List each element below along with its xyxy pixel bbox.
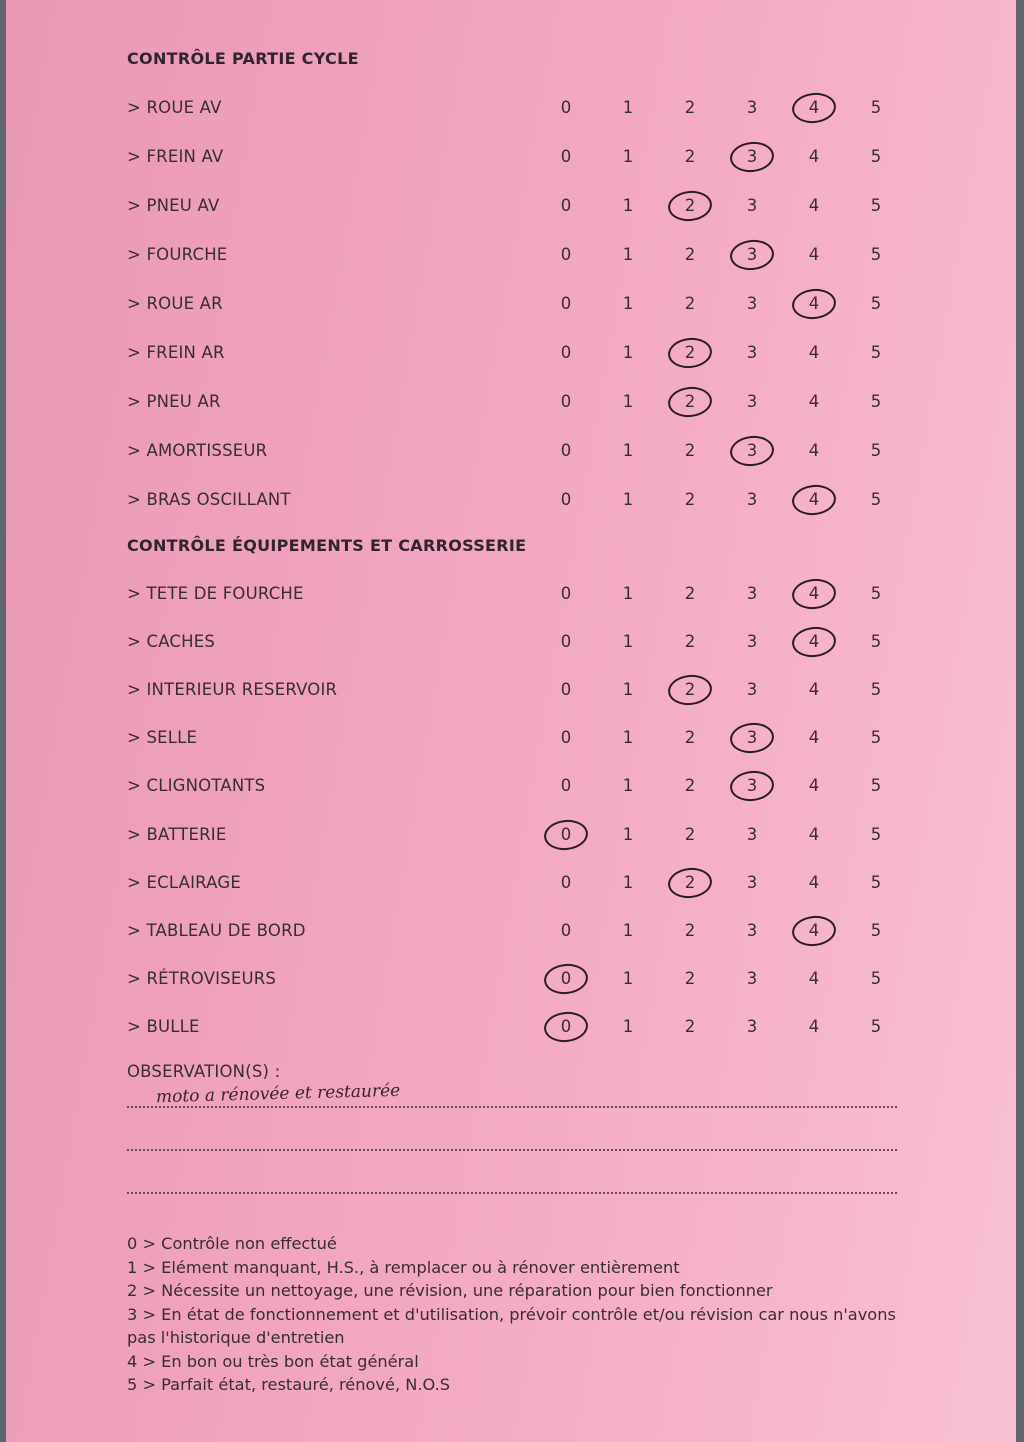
score-option: 5 [870,968,882,988]
score-option: 2 [684,441,696,460]
score-option-selected: 0 [551,825,581,844]
observation-line [127,1149,897,1151]
score-option: 4 [808,968,820,988]
checklist-row [6,486,1016,516]
checklist-item-label: > CLIGNOTANTS [127,776,266,796]
section-title-equipment: CONTRÔLE ÉQUIPEMENTS ET CARROSSERIE [127,536,527,555]
legend-item: 4 > En bon ou très bon état général [127,1351,419,1371]
score-option: 5 [870,98,882,117]
score-option: 5 [870,776,882,796]
checklist-item-label: > PNEU AV [127,196,220,215]
score-option: 2 [684,294,696,313]
score-option: 2 [684,584,696,603]
score-option: 5 [870,196,882,215]
legend-item: 0 > Contrôle non effectué [127,1234,337,1253]
score-option: 1 [622,872,634,892]
score-option-selected: 3 [737,147,767,166]
score-option: 3 [746,294,758,313]
score-option: 2 [684,1016,696,1036]
checklist-item-label: > CACHES [127,632,216,652]
checklist-row [6,192,1016,222]
score-option: 0 [560,392,572,411]
checklist-row [6,1013,1016,1043]
score-option: 5 [870,1016,882,1036]
score-option: 0 [560,245,572,264]
score-option-selected: 4 [799,294,829,313]
score-option-selected: 4 [799,98,829,117]
score-option: 3 [746,632,758,652]
checklist-row [6,339,1016,369]
score-option: 2 [684,147,696,166]
score-option: 0 [560,680,572,700]
score-option: 1 [622,147,634,166]
observation-line [127,1192,897,1194]
score-option: 1 [622,245,634,264]
score-option: 2 [684,245,696,264]
score-option-selected: 4 [799,490,829,509]
score-option: 1 [622,680,634,700]
score-option: 3 [746,824,758,844]
legend-item: 3 > En état de fonctionnement et d'utilisation, prévoir contrôle et/ou révision car nous n'avons pas l'historique d'entretien [127,1304,896,1347]
score-option: 4 [808,680,820,700]
checklist-row [6,290,1016,320]
checklist-row [6,241,1016,271]
score-option: 0 [560,196,572,215]
score-option-selected: 4 [799,632,829,651]
score-option: 0 [560,920,572,940]
legend-item: 2 > Nécessite un nettoyage, une révision, une réparation pour bien fonctionner [127,1281,773,1300]
score-option: 5 [870,920,882,940]
score-option: 0 [560,441,572,460]
score-option: 2 [684,728,696,748]
score-option-selected: 3 [737,776,767,795]
score-option: 3 [746,968,758,988]
observation-handwriting: moto a rénovée et restaurée [155,1080,401,1108]
score-option: 3 [746,584,758,603]
rating-legend [127,1232,897,1397]
checklist-item-label: > FOURCHE [127,245,228,264]
score-option: 5 [870,872,882,892]
score-option: 3 [746,392,758,411]
checklist-item-label: > PNEU AR [127,392,221,411]
checklist-row [6,143,1016,173]
score-option: 0 [560,728,572,748]
score-option: 2 [684,824,696,844]
score-option: 0 [560,776,572,796]
checklist-row [6,821,1016,851]
score-option: 1 [622,920,634,940]
score-option: 2 [684,968,696,988]
checklist-item-label: > ROUE AV [127,98,222,117]
checklist-item-label: > SELLE [127,728,198,748]
checklist-row [6,388,1016,418]
checklist-item-label: > INTERIEUR RESERVOIR [127,680,338,700]
score-option: 3 [746,1016,758,1036]
score-option: 3 [746,920,758,940]
score-option: 3 [746,343,758,362]
observation-line [127,1106,897,1108]
score-option: 4 [808,872,820,892]
score-option-selected: 0 [551,1017,581,1036]
score-option: 1 [622,728,634,748]
score-option-selected: 2 [675,873,705,892]
checklist-item-label: > ROUE AR [127,294,223,313]
checklist-item-label: > RÉTROVISEURS [127,968,277,988]
legend-item: 5 > Parfait état, restauré, rénové, N.O.S [127,1375,451,1394]
score-option: 4 [808,245,820,264]
score-option: 0 [560,343,572,362]
score-option: 5 [870,343,882,362]
score-option: 1 [622,776,634,796]
score-option: 1 [622,98,634,117]
score-option-selected: 3 [737,245,767,264]
score-option: 4 [808,196,820,215]
score-option: 1 [622,294,634,313]
score-option: 5 [870,294,882,313]
score-option: 0 [560,294,572,313]
score-option: 5 [870,147,882,166]
score-option: 4 [808,1016,820,1036]
score-option-selected: 2 [675,343,705,362]
score-option: 5 [870,632,882,652]
score-option: 3 [746,196,758,215]
score-option: 3 [746,490,758,509]
checklist-item-label: > BRAS OSCILLANT [127,490,291,509]
score-option: 2 [684,632,696,652]
score-option: 1 [622,196,634,215]
score-option: 2 [684,776,696,796]
score-option-selected: 2 [675,392,705,411]
checklist-row [6,676,1016,706]
score-option: 5 [870,584,882,603]
score-option-selected: 2 [675,196,705,215]
checklist-item-label: > AMORTISSEUR [127,441,268,460]
score-option: 1 [622,392,634,411]
score-option: 3 [746,872,758,892]
score-option: 1 [622,343,634,362]
score-option: 1 [622,968,634,988]
checklist-row [6,772,1016,802]
score-option: 1 [622,584,634,603]
score-option: 5 [870,245,882,264]
score-option: 1 [622,1016,634,1036]
score-option: 4 [808,776,820,796]
score-option-selected: 2 [675,680,705,699]
score-option: 5 [870,441,882,460]
checklist-row [6,869,1016,899]
score-option: 3 [746,680,758,700]
score-option: 4 [808,392,820,411]
score-option-selected: 3 [737,441,767,460]
score-option: 2 [684,920,696,940]
score-option: 4 [808,728,820,748]
checklist-row [6,917,1016,947]
score-option: 0 [560,584,572,603]
legend-item: 1 > Elément manquant, H.S., à remplacer ou à rénover entièrement [127,1257,680,1277]
checklist-item-label: > FREIN AV [127,147,224,166]
checklist-item-label: > FREIN AR [127,343,225,362]
score-option: 3 [746,98,758,117]
score-option: 1 [622,441,634,460]
score-option: 4 [808,343,820,362]
score-option: 5 [870,680,882,700]
score-option: 0 [560,147,572,166]
score-option-selected: 4 [799,921,829,940]
score-option-selected: 3 [737,728,767,747]
checklist-row [6,437,1016,467]
section-title-cycle: CONTRÔLE PARTIE CYCLE [127,49,359,68]
score-option: 0 [560,632,572,652]
score-option: 0 [560,98,572,117]
score-option: 0 [560,490,572,509]
checklist-item-label: > ECLAIRAGE [127,872,241,892]
score-option: 2 [684,98,696,117]
observations-label: OBSERVATION(S) : [127,1062,281,1081]
score-option: 4 [808,441,820,460]
checklist-row [6,94,1016,124]
score-option-selected: 0 [551,969,581,988]
checklist-item-label: > TETE DE FOURCHE [127,584,304,603]
checklist-item-label: > BATTERIE [127,824,227,844]
checklist-item-label: > BULLE [127,1016,200,1036]
checklist-row [6,965,1016,995]
inspection-sheet [6,0,1016,1442]
score-option: 1 [622,632,634,652]
checklist-item-label: > TABLEAU DE BORD [127,920,306,940]
score-option: 5 [870,728,882,748]
score-option: 5 [870,392,882,411]
score-option: 1 [622,824,634,844]
checklist-row [6,724,1016,754]
score-option: 4 [808,147,820,166]
checklist-row [6,628,1016,658]
score-option: 4 [808,824,820,844]
score-option: 5 [870,490,882,509]
score-option: 5 [870,824,882,844]
score-option: 1 [622,490,634,509]
checklist-row [6,580,1016,610]
score-option: 0 [560,872,572,892]
score-option-selected: 4 [799,584,829,603]
score-option: 2 [684,490,696,509]
